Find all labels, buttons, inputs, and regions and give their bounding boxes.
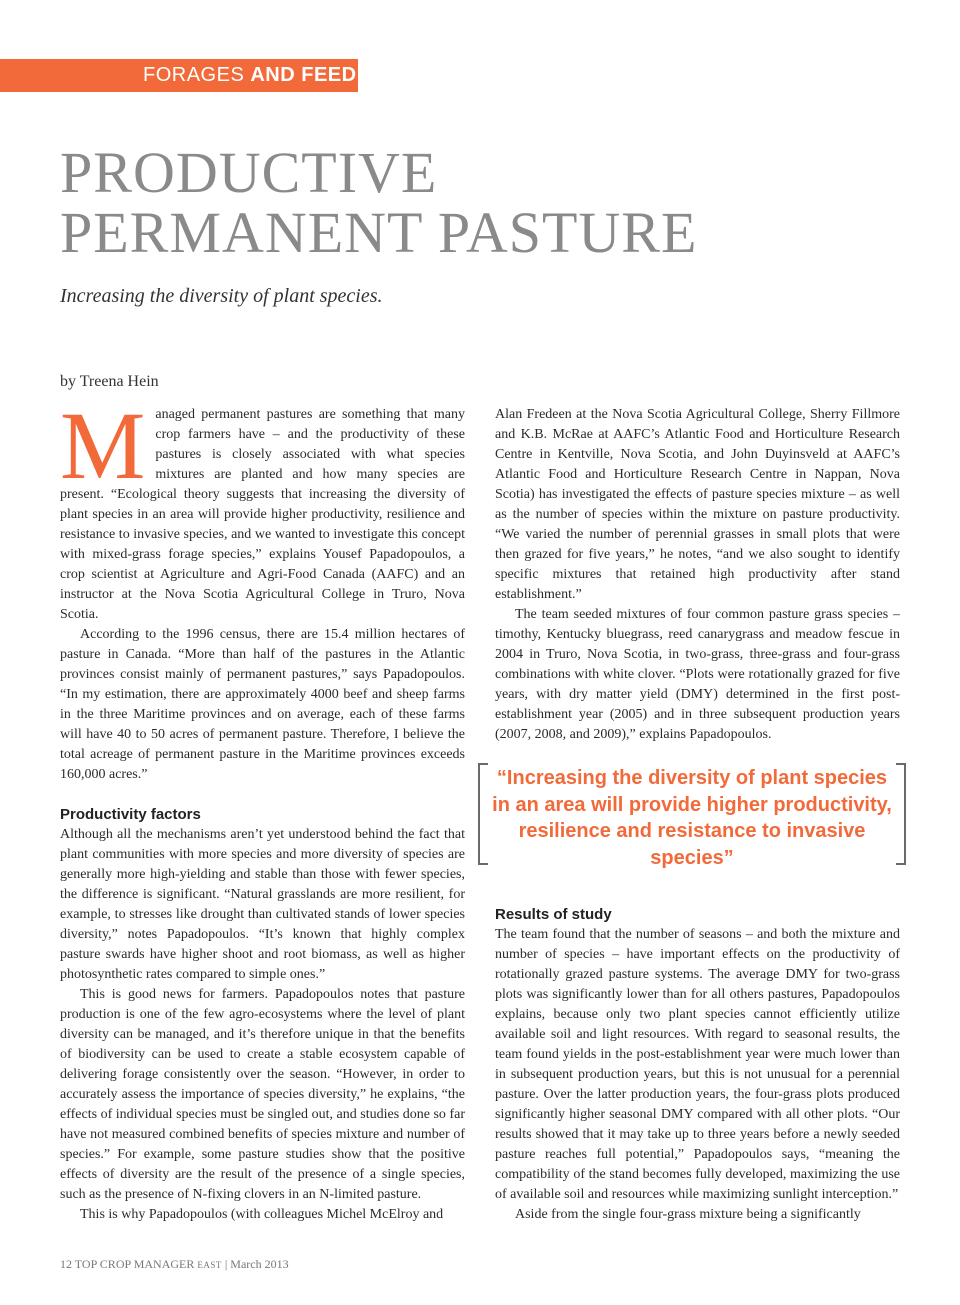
left-column [60, 392, 465, 1225]
pull-quote-text: “Increasing the diversity of plant species in an area will provide higher productivity, resilience and resistance to invasive species” [492, 767, 892, 869]
paragraph: Aside from the single four-grass mixture being a significantly [515, 1207, 861, 1222]
subhead-results: Results of study [495, 906, 612, 923]
section-label-bold: AND FEED [250, 64, 357, 86]
page-number: 12 [60, 1257, 72, 1271]
title-line-1: PRODUCTIVE [60, 140, 438, 205]
subhead-productivity: Productivity factors [60, 806, 201, 823]
drop-cap: M [60, 392, 146, 499]
pull-quote [478, 763, 906, 869]
article-subtitle: Increasing the diversity of plant species. [60, 285, 383, 307]
paragraph: Alan Fredeen at the Nova Scotia Agricultural College, Sherry Fillmore and K.B. McRae at AAFC’s Atlantic Food and Horticulture Research Centre in Kentville, Nova Scotia, and John Duyinsveld at AAFC’s Atlantic Food and Horticulture Research Centre in Nappan, Nova Scotia) has investigated the effects of pasture species mixture – as well as the number of species within the mixture on pasture productivity. “We varied the number of perennial grasses in small plots that were then grazed for five years,” he notes, “and we also sought to identify specific mixtures that retained high productivity after stand establishment.” [495, 407, 900, 602]
title-line-2: PERMANENT PASTURE [60, 200, 698, 265]
footer-separator: | [224, 1257, 228, 1271]
paragraph: According to the 1996 census, there are 15.4 million hectares of pasture in Canada. “More than half of the pastures in the Atlantic provinces consist mainly of permanent pastures,” says Papadopoulos. “In my estimation, there are approximately 4000 beef and sheep farms in the three Maritime provinces and on average, each of these farms will have 40 to 50 acres of permanent pasture. Therefore, I believe the total acreage of permanent pasture in the Maritime provinces exceeds 160,000 acres.” [60, 627, 465, 782]
paragraph: Although all the mechanisms aren’t yet understood behind the fact that plant communities with more species and more diversity of species are generally more high-yielding and stable than those with fewer species, the difference is significant. “Natural grasslands are more resilient, for example, to stresses like drought than cultivated stands of lower species diversity,” notes Papadopoulos. “It’s known that highly complex pasture swards have higher shoot and root biomass, as well as higher photosynthetic rates compared to simple ones.” [60, 827, 465, 982]
magazine-name: TOP CROP MANAGER [74, 1257, 195, 1271]
byline: by Treena Hein [60, 373, 159, 390]
section-label: FORAGES [143, 64, 245, 86]
paragraph: The team seeded mixtures of four common pasture grass species – timothy, Kentucky bluegrass, reed canarygrass and meadow fescue in 2004 in Truro, Nova Scotia, in two-grass, three-grass and four-grass combinations with white clover. “Plots were rotationally grazed for five years, with dry matter yield (DMY) determined in the first post-establishment year (2005) and in three subsequent production years (2007, 2008, and 2009),” explains Papadopoulos. [495, 607, 900, 742]
bracket-right [896, 763, 906, 865]
right-column-top [495, 405, 900, 745]
paragraph [60, 392, 465, 625]
bracket-left [478, 763, 488, 865]
paragraph: This is why Papadopoulos (with colleagues Michel McElroy and [80, 1207, 444, 1222]
paragraph-text: anaged permanent pastures are something that many crop farmers have – and the productivity of these pastures is closely associated with what species mixtures are planted and how many species are present. “Ecological theory suggests that increasing the diversity of plant species in an area will provide higher productivity, resilience and resistance to invasive species, and we wanted to investigate this concept with mixed-grass forage species,” explains Yousef Papadopoulos, a crop scientist at Agriculture and Agri-Food Canada (AAFC) and an instructor at the Nova Scotia Agricultural College in Truro, Nova Scotia. [60, 407, 465, 622]
issue-date: March 2013 [230, 1257, 289, 1271]
right-column-bottom [495, 905, 900, 1225]
section-banner [0, 59, 358, 92]
page-footer [60, 1257, 289, 1272]
paragraph: The team found that the number of seasons – and both the mixture and number of species – have important effects on the productivity of rotationally grazed pasture systems. The average DMY for two-grass plots was significantly lower than for all others pastures, Papadopoulos explains, because only two plant species cannot efficiently utilize available soil and light resources. With regard to seasonal results, the team found yields in the post-establishment year were much lower than in subsequent production years, but this is not unusual for a perennial pasture. Over the latter production years, the four-grass plots produced significantly higher seasonal DMY compared with all other plots. “Our results showed that it may take up to three years before a newly seeded pasture reaches full potential,” Papadopoulos says, “meaning the compatibility of the stand becomes fully developed, maximizing the use of available soil and resources while maximizing sunlight interception.” [495, 927, 900, 1202]
article-title [60, 140, 920, 265]
magazine-edition: EAST [197, 1260, 222, 1270]
paragraph: This is good news for farmers. Papadopoulos notes that pasture production is one of the few agro-ecosystems where the level of plant diversity can be managed, and it’s therefore unique in that the benefits of biodiversity can be used to create a stable ecosystem capable of delivering forage consistently over the season. “However, in order to accurately assess the importance of species diversity,” he explains, “the effects of individual species must be singled out, and studies done so far have not measured combined benefits of species mixture and number of species.” For example, some pasture studies show that the positive effects of diversity are the result of the presence of a single species, such as the presence of N-fixing clovers in an N-limited pasture. [60, 987, 465, 1202]
